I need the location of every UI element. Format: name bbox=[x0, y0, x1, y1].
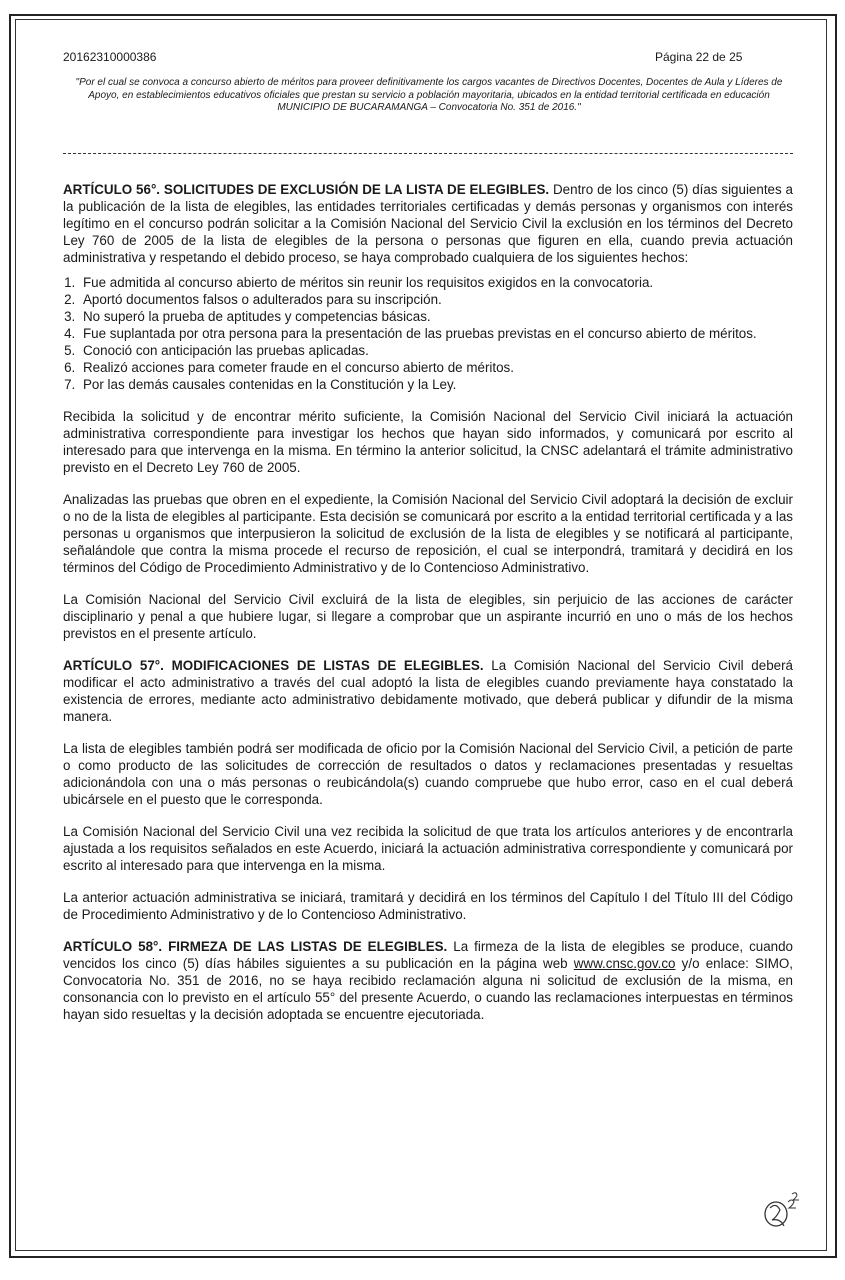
list-item: 5. Conoció con anticipación las pruebas aplicadas. bbox=[79, 342, 793, 359]
list-item: 3. No superó la prueba de aptitudes y competencias básicas. bbox=[79, 308, 793, 325]
list-item: 6. Realizó acciones para cometer fraude en el concurso abierto de méritos. bbox=[79, 359, 793, 376]
article-56-title: ARTÍCULO 56°. SOLICITUDES DE EXCLUSIÓN DE LA LISTA DE ELEGIBLES. bbox=[63, 182, 550, 197]
paragraph: La lista de elegibles también podrá ser modificada de oficio por la Comisión Nacional del Servicio Civil, a petición de parte o como producto de las solicitudes de corrección de resultados o datos y reclamaciones presentadas y resueltas adicionándola con una o más personas o reubicándola(s) cuando compruebe que hubo error, caso en el cual deberá ubicársele en el puesto que le corresponda. bbox=[63, 741, 793, 807]
paragraph: La anterior actuación administrativa se iniciará, tramitará y decidirá en los términos del Capítulo I del Título III del Código de Procedimiento Administrativo y de lo Contencioso Administrativo. bbox=[63, 890, 793, 922]
article-57-intro: La Comisión Nacional del Servicio Civil deberá modificar el acto administrativo a través del cual adoptó la lista de elegibles cuando previamente haya constatado la existencia de errores, mediante acto administrativo debidamente motivado, que deberá publicar y difundir de la misma manera. bbox=[63, 658, 793, 724]
article-56 bbox=[63, 181, 793, 266]
cnsc-link[interactable]: www.cnsc.gov.co bbox=[573, 956, 676, 971]
article-57 bbox=[63, 657, 793, 725]
exclusion-causes-list bbox=[63, 274, 793, 393]
article-58-rest: y/o enlace: SIMO, Convocatoria No. 351 de 2016, no se haya recibido reclamación alguna ni solicitud de exclusión de la misma, en consonancia con lo previsto en el artículo 55° del presente Acuerdo, o cuando las reclamaciones interpuestas en términos hayan sido resueltas y la decisión adoptada se encuentre ejecutoriada. bbox=[63, 956, 793, 1022]
article-58-intro: La firmeza de la lista de elegibles se produce, cuando vencidos los cinco (5) días hábiles siguientes a su publicación en la página web bbox=[63, 939, 793, 971]
paragraph: La Comisión Nacional del Servicio Civil excluirá de la lista de elegibles, sin perjuicio de las acciones de carácter disciplinario y penal a que hubiere lugar, si llegare a comprobar que un aspirante incurrió en uno o más de los hechos previstos en el presente artículo. bbox=[63, 592, 793, 641]
paragraph: Analizadas las pruebas que obren en el expediente, la Comisión Nacional del Servicio Civil adoptará la decisión de excluir o no de la lista de elegibles al participante. Esta decisión se comunicará por escrito a la entidad territorial certificada y a las personas u organismos que interpusieron la solicitud de exclusión de la lista de elegibles y se notificará al participante, señalándole que contra la misma procede el recurso de reposición, el cual se interpondrá, tramitará y decidirá en los términos del Código de Procedimiento Administrativo y de lo Contencioso Administrativo. bbox=[63, 492, 793, 575]
list-item: 4. Fue suplantada por otra persona para la presentación de las pruebas previstas en el concurso abierto de méritos. bbox=[79, 325, 793, 342]
header-divider bbox=[63, 153, 793, 154]
handwritten-initials-signature bbox=[760, 1190, 802, 1237]
article-58-title: ARTÍCULO 58°. FIRMEZA DE LAS LISTAS DE ELEGIBLES. bbox=[63, 939, 448, 954]
article-58 bbox=[63, 938, 793, 1023]
article-56-intro: Dentro de los cinco (5) días siguientes a la publicación de la lista de elegibles, las entidades territoriales certificadas y demás personas y organismos con interés legítimo en el concurso podrán solicitar a la Comisión Nacional del Servicio Civil la exclusión en los términos del Decreto Ley 760 de 2005 de la lista de elegibles de la persona o personas que figuren en ella, cuando previa actuación administrativa y respetando el debido proceso, se haya comprobado cualquiera de los siguientes hechos: bbox=[63, 182, 793, 265]
article-57-title: ARTÍCULO 57°. MODIFICACIONES DE LISTAS DE ELEGIBLES. bbox=[63, 658, 484, 673]
paragraph: Recibida la solicitud y de encontrar mérito suficiente, la Comisión Nacional del Servicio Civil iniciará la actuación administrativa correspondiente para investigar los hechos que hayan sido informados, y comunicará por escrito al interesado para que intervenga en la misma. En término la anterior solicitud, la CNSC adelantará el trámite administrativo previsto en el Decreto Ley 760 de 2005. bbox=[63, 409, 793, 475]
list-item: 1. Fue admitida al concurso abierto de méritos sin reunir los requisitos exigidos en la convocatoria. bbox=[79, 274, 793, 291]
list-item: 2. Aportó documentos falsos o adulterados para su inscripción. bbox=[79, 291, 793, 308]
list-item: 7. Por las demás causales contenidas en la Constitución y la Ley. bbox=[79, 376, 793, 393]
paragraph: La Comisión Nacional del Servicio Civil una vez recibida la solicitud de que trata los artículos anteriores y de encontrarla ajustada a los requisitos señalados en este Acuerdo, iniciará la actuación administrativa correspondiente y comunicará por escrito al interesado para que intervenga en la misma. bbox=[63, 824, 793, 873]
document-body bbox=[63, 181, 793, 1038]
page-number: Página 22 de 25 bbox=[655, 50, 743, 64]
header-quote: "Por el cual se convoca a concurso abierto de méritos para proveer definitivamente los cargos vacantes de Directivos Docentes, Docentes de Aula y Líderes de Apoyo, en establecimientos educativos oficiales que prestan su servicio a población mayoritaria, ubicados en la entidad territorial certificada en educación MUNICIPIO DE BUCARAMANGA – Convocatoria No. 351 de 2016." bbox=[75, 77, 783, 113]
document-id: 20162310000386 bbox=[63, 50, 157, 64]
